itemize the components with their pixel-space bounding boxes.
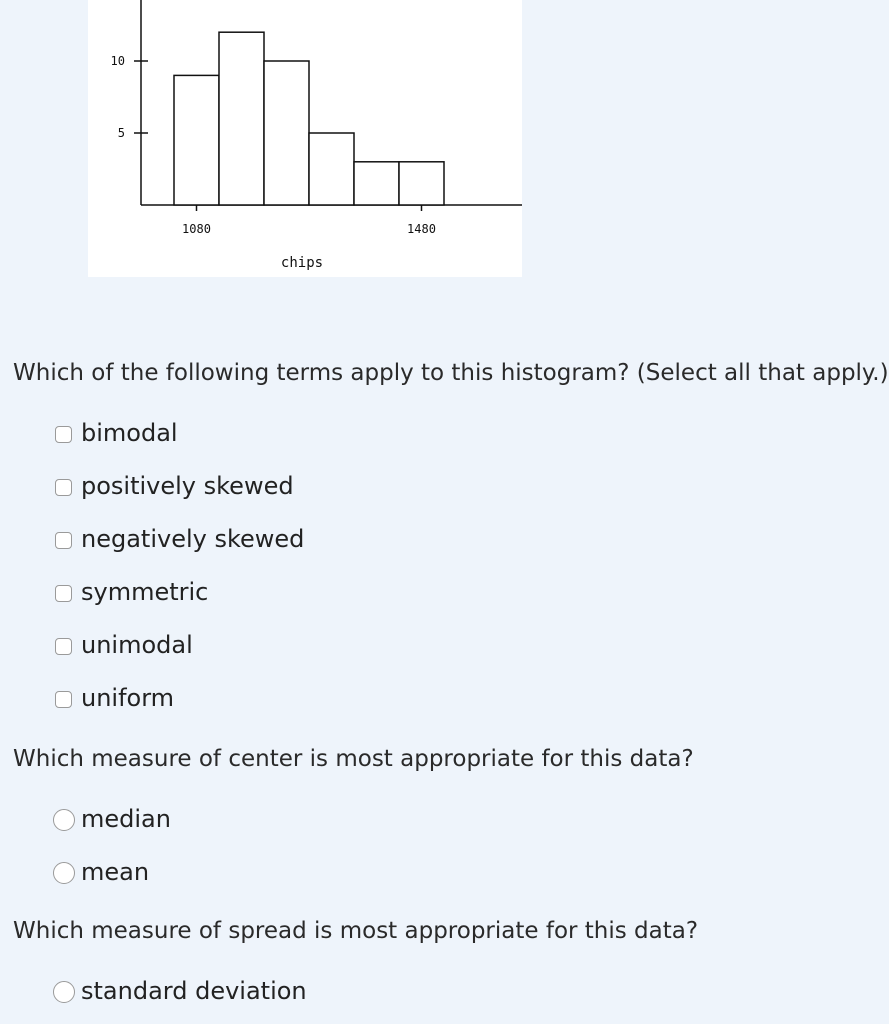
checkbox-positively-skewed[interactable] [55,479,72,496]
checkbox-negatively-skewed[interactable] [55,532,72,549]
y-tick-label: 10 [110,54,125,68]
histogram-bar [174,75,219,205]
checkbox-unimodal[interactable] [55,638,72,655]
radio-mean[interactable] [53,862,75,884]
x-axis-label: chips [280,255,324,271]
option-median-label: median [81,805,171,833]
checkbox-bimodal[interactable] [55,426,72,443]
question-center: Which measure of center is most appropriate for this data? [13,746,694,772]
option-bimodal[interactable] [55,419,178,447]
histogram-bar [309,133,354,205]
option-standard-deviation[interactable] [53,977,307,1005]
option-mean[interactable] [53,858,149,886]
option-bimodal-label: bimodal [81,419,178,447]
option-mean-label: mean [81,858,150,886]
option-positively-skewed-label: positively skewed [81,472,294,500]
question-spread: Which measure of spread is most appropriate for this data? [13,918,699,944]
option-uniform[interactable] [55,684,174,712]
option-unimodal-label: unimodal [81,631,193,659]
option-uniform-label: uniform [81,684,175,712]
histogram-bar [354,162,399,205]
option-standard-deviation-label: standard deviation [81,977,307,1005]
option-negatively-skewed-label: negatively skewed [81,525,305,553]
option-negatively-skewed[interactable] [55,525,304,553]
histogram-chart [88,0,522,277]
checkbox-symmetric[interactable] [55,585,72,602]
option-symmetric-label: symmetric [81,578,209,606]
checkbox-uniform[interactable] [55,691,72,708]
histogram-svg [88,0,522,277]
option-symmetric[interactable] [55,578,208,606]
x-tick-label: 1480 [407,222,436,236]
radio-standard-deviation[interactable] [53,981,75,1003]
histogram-bar [399,162,444,205]
option-median[interactable] [53,805,171,833]
question-terms: Which of the following terms apply to this histogram? (Select all that apply.) [13,360,889,386]
histogram-bar [219,32,264,205]
option-positively-skewed[interactable] [55,472,294,500]
histogram-bar [264,61,309,205]
y-tick-label: 5 [117,126,125,140]
x-tick-label: 1080 [182,222,211,236]
option-unimodal[interactable] [55,631,193,659]
radio-median[interactable] [53,809,75,831]
